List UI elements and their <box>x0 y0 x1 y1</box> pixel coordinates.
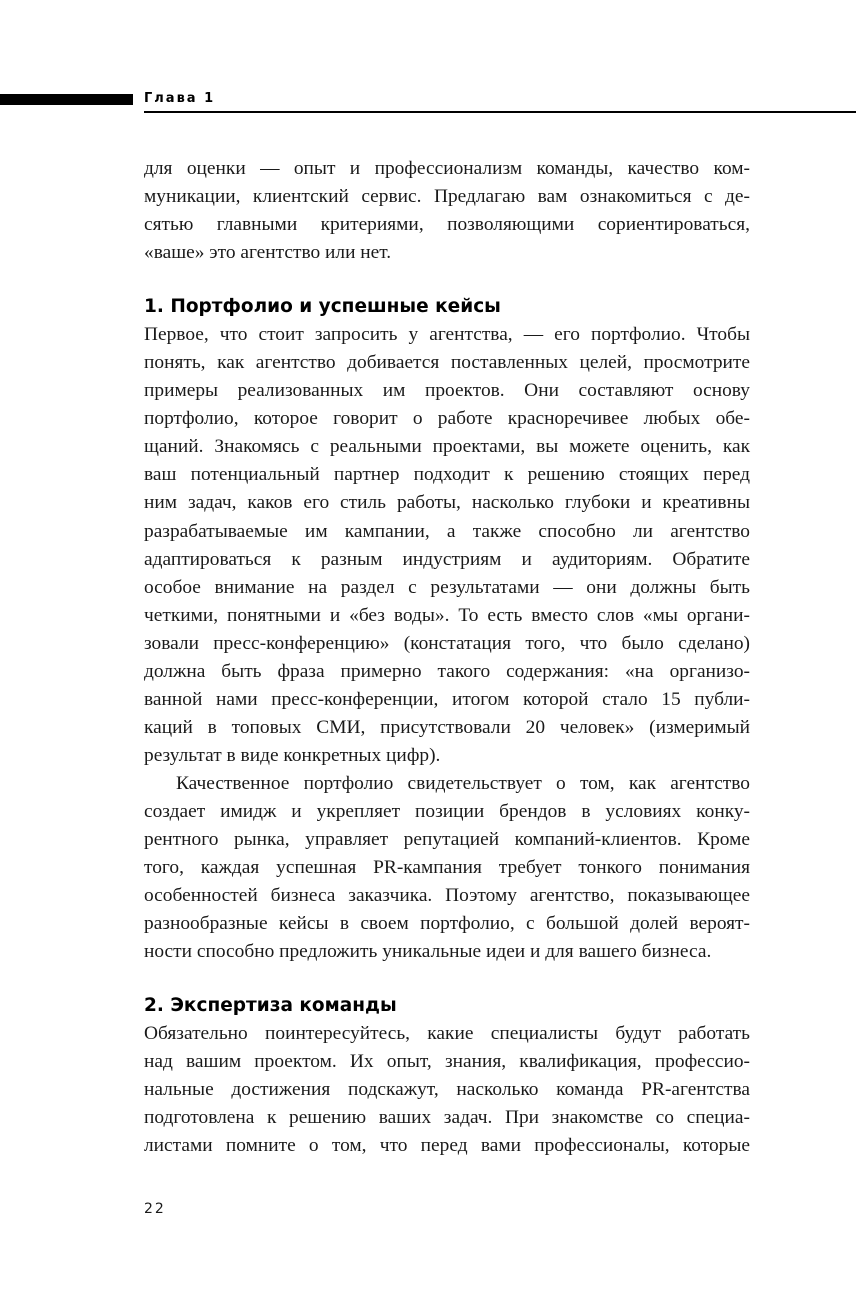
text-line: портфолио, которое говорит о работе красноречивее любых обе- <box>144 408 750 430</box>
page-number: 22 <box>144 1201 166 1217</box>
text-line: Первое, что стоит запросить у агентства, — его портфолио. Чтобы <box>144 324 750 346</box>
text-line: муникации, клиентский сервис. Предлагаю вам ознакомиться с де- <box>144 186 750 208</box>
text-line: щаний. Знакомясь с реальными проектами, вы можете оценить, как <box>144 436 750 458</box>
text-line: создает имидж и укрепляет позиции брендов в условиях конку- <box>144 800 750 822</box>
header-rule <box>144 111 856 113</box>
text-line: листами помните о том, что перед вами профессионалы, которые <box>144 1135 750 1157</box>
text-line: понять, как агентство добивается поставленных целей, просмотрите <box>144 352 750 374</box>
text-line: над вашим проектом. Их опыт, знания, квалификация, профессио- <box>144 1051 750 1073</box>
chapter-label: Глава 1 <box>144 91 216 106</box>
text-line: особое внимание на раздел с результатами — они должны быть <box>144 576 750 598</box>
text-line: ним задач, каков его стиль работы, насколько глубоки и креативны <box>144 492 750 514</box>
expertise-paragraph-1 <box>144 1020 750 1160</box>
text-line: ваш потенциальный партнер подходит к решению стоящих перед <box>144 464 750 486</box>
text-line: каций в топовых СМИ, присутствовали 20 человек» (измеримый <box>144 716 750 738</box>
text-line: зовали пресс-конференцию» (констатация того, что было сделано) <box>144 632 750 654</box>
text-line: разрабатываемые им кампании, а также способно ли агентство <box>144 520 750 542</box>
text-line: нальные достижения подскажут, насколько команда PR-агентства <box>144 1079 750 1101</box>
section-heading-portfolio: 1. Портфолио и успешные кейсы <box>144 296 501 318</box>
text-line: ности способно предложить уникальные идеи и для вашего бизнеса. <box>144 941 712 963</box>
text-line: Обязательно поинтересуйтесь, какие специалисты будут работать <box>144 1023 750 1045</box>
text-line: ванной нами пресс-конференции, итогом которой стало 15 публи- <box>144 688 750 710</box>
section-gap <box>144 267 750 293</box>
text-line: должна быть фраза примерно такого содержания: «на организо- <box>144 660 750 682</box>
text-line: подготовлена к решению ваших задач. При знакомстве со специа- <box>144 1107 750 1129</box>
text-line: рентного рынка, управляет репутацией компаний-клиентов. Кроме <box>144 829 750 851</box>
section-heading-expertise: 2. Экспертиза команды <box>144 995 397 1017</box>
text-line: «ваше» это агентство или нет. <box>144 242 392 264</box>
text-line: адаптироваться к разным индустриям и аудиториям. Обратите <box>144 548 750 570</box>
text-line: для оценки — опыт и профессионализм команды, качество ком- <box>144 158 750 179</box>
portfolio-paragraph-2 <box>144 770 750 966</box>
text-line: сятью главными критериями, позволяющими сориентироваться, <box>144 214 750 236</box>
section-gap <box>144 966 750 992</box>
portfolio-paragraph-1 <box>144 321 750 770</box>
page-content <box>144 155 750 1161</box>
header-bar <box>0 94 133 105</box>
text-line: разнообразные кейсы в своем портфолио, с большой долей вероят- <box>144 913 750 935</box>
text-line: особенностей бизнеса заказчика. Поэтому агентство, показывающее <box>144 885 750 907</box>
text-line: того, каждая успешная PR-кампания требует тонкого понимания <box>144 857 750 879</box>
text-line: четкими, понятными и «без воды». То есть вместо слов «мы органи- <box>144 604 750 626</box>
text-line: примеры реализованных им проектов. Они составляют основу <box>144 380 750 402</box>
intro-paragraph <box>144 155 750 267</box>
text-line: Качественное портфолио свидетельствует о том, как агентство <box>176 772 750 794</box>
text-line: результат в виде конкретных цифр). <box>144 744 441 766</box>
